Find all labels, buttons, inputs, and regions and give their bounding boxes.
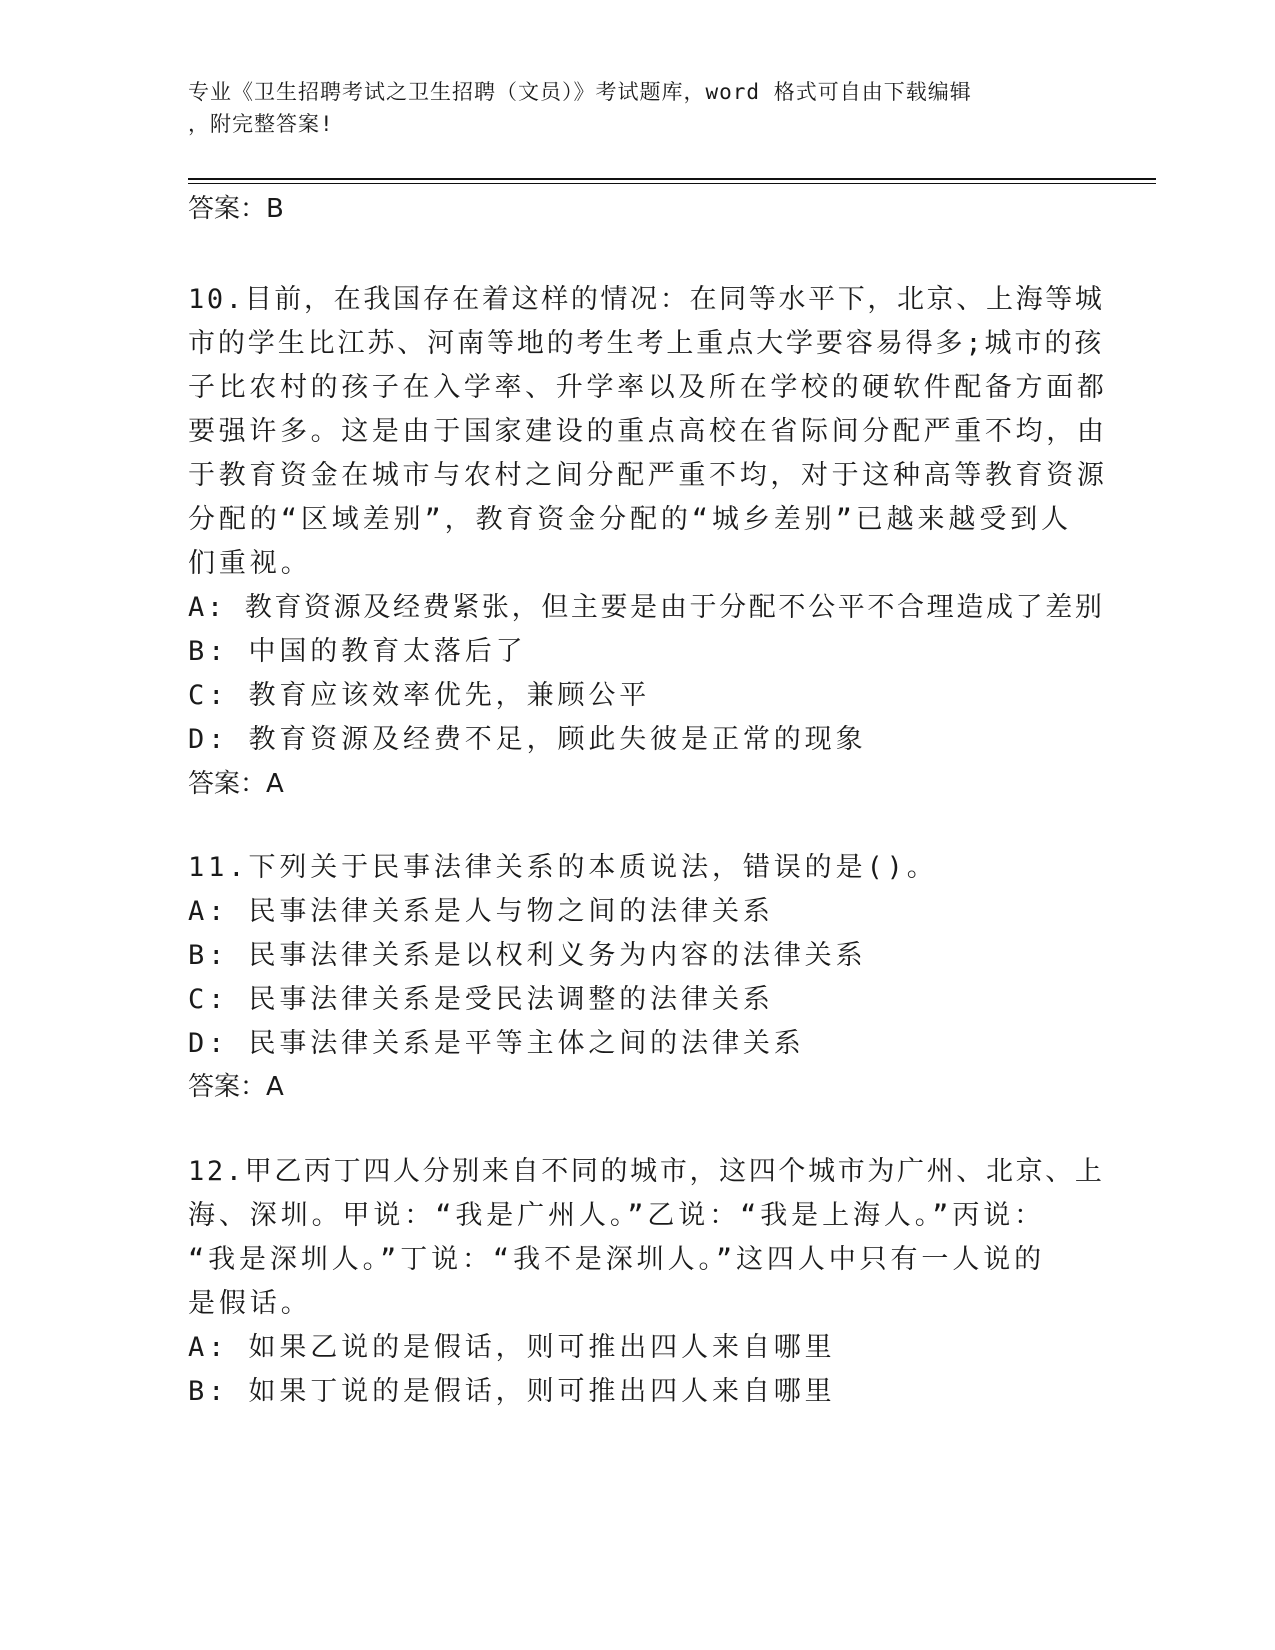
option-d: D: 民事法律关系是平等主体之间的法律关系 [188,1028,805,1059]
option-a: A: 民事法律关系是人与物之间的法律关系 [188,896,774,927]
document-header [188,76,1068,140]
question-stem-line: 是假话。 [188,1288,312,1319]
answer-label: 答案：A [188,769,284,799]
header-divider-thin [188,183,1156,184]
question-stem-line: 11.下列关于民事法律关系的本质说法，错误的是()。 [188,852,938,883]
answer-label: 答案：A [188,1072,284,1102]
header-line-2: ，附完整答案! [188,112,334,136]
previous-answer: 答案：B [188,194,284,224]
option-b: B: 中国的教育太落后了 [188,636,527,667]
question-stem-line: 12.甲乙丙丁四人分别来自不同的城市，这四个城市为广州、北京、上 [188,1156,1105,1187]
option-a: A: 如果乙说的是假话，则可推出四人来自哪里 [188,1332,836,1363]
question-stem-line: “我是深圳人。”丁说：“我不是深圳人。”这四人中只有一人说的 [188,1244,1046,1275]
question-stem-line: 分配的“区域差别”，教育资金分配的“城乡差别”已越来越受到人 [188,504,1073,535]
question-stem-line: 海、深圳。甲说：“我是广州人。”乙说：“我是上海人。”丙说： [188,1200,1046,1231]
option-d: D: 教育资源及经费不足，顾此失彼是正常的现象 [188,724,867,755]
option-a: A: 教育资源及经费紧张，但主要是由于分配不公平不合理造成了差别 [188,592,1105,623]
option-b: B: 民事法律关系是以权利义务为内容的法律关系 [188,940,867,971]
question-stem-line: 们重视。 [188,548,312,579]
header-divider-thick [188,178,1156,180]
option-c: C: 教育应该效率优先，兼顾公平 [188,680,651,711]
option-c: C: 民事法律关系是受民法调整的法律关系 [188,984,774,1015]
header-line-1: 专业《卫生招聘考试之卫生招聘（文员）》考试题库，word 格式可自由下载编辑 [188,80,972,104]
question-stem-line: 于教育资金在城市与农村之间分配严重不均，对于这种高等教育资源 [188,460,1108,491]
question-stem-line: 市的学生比江苏、河南等地的考生考上重点大学要容易得多;城市的孩 [188,328,1105,359]
option-b: B: 如果丁说的是假话，则可推出四人来自哪里 [188,1376,836,1407]
question-stem-line: 要强许多。这是由于国家建设的重点高校在省际间分配严重不均，由 [188,416,1108,447]
question-stem-line: 子比农村的孩子在入学率、升学率以及所在学校的硬软件配备方面都 [188,372,1108,403]
question-stem-line: 10.目前，在我国存在着这样的情况：在同等水平下，北京、上海等城 [188,284,1105,315]
